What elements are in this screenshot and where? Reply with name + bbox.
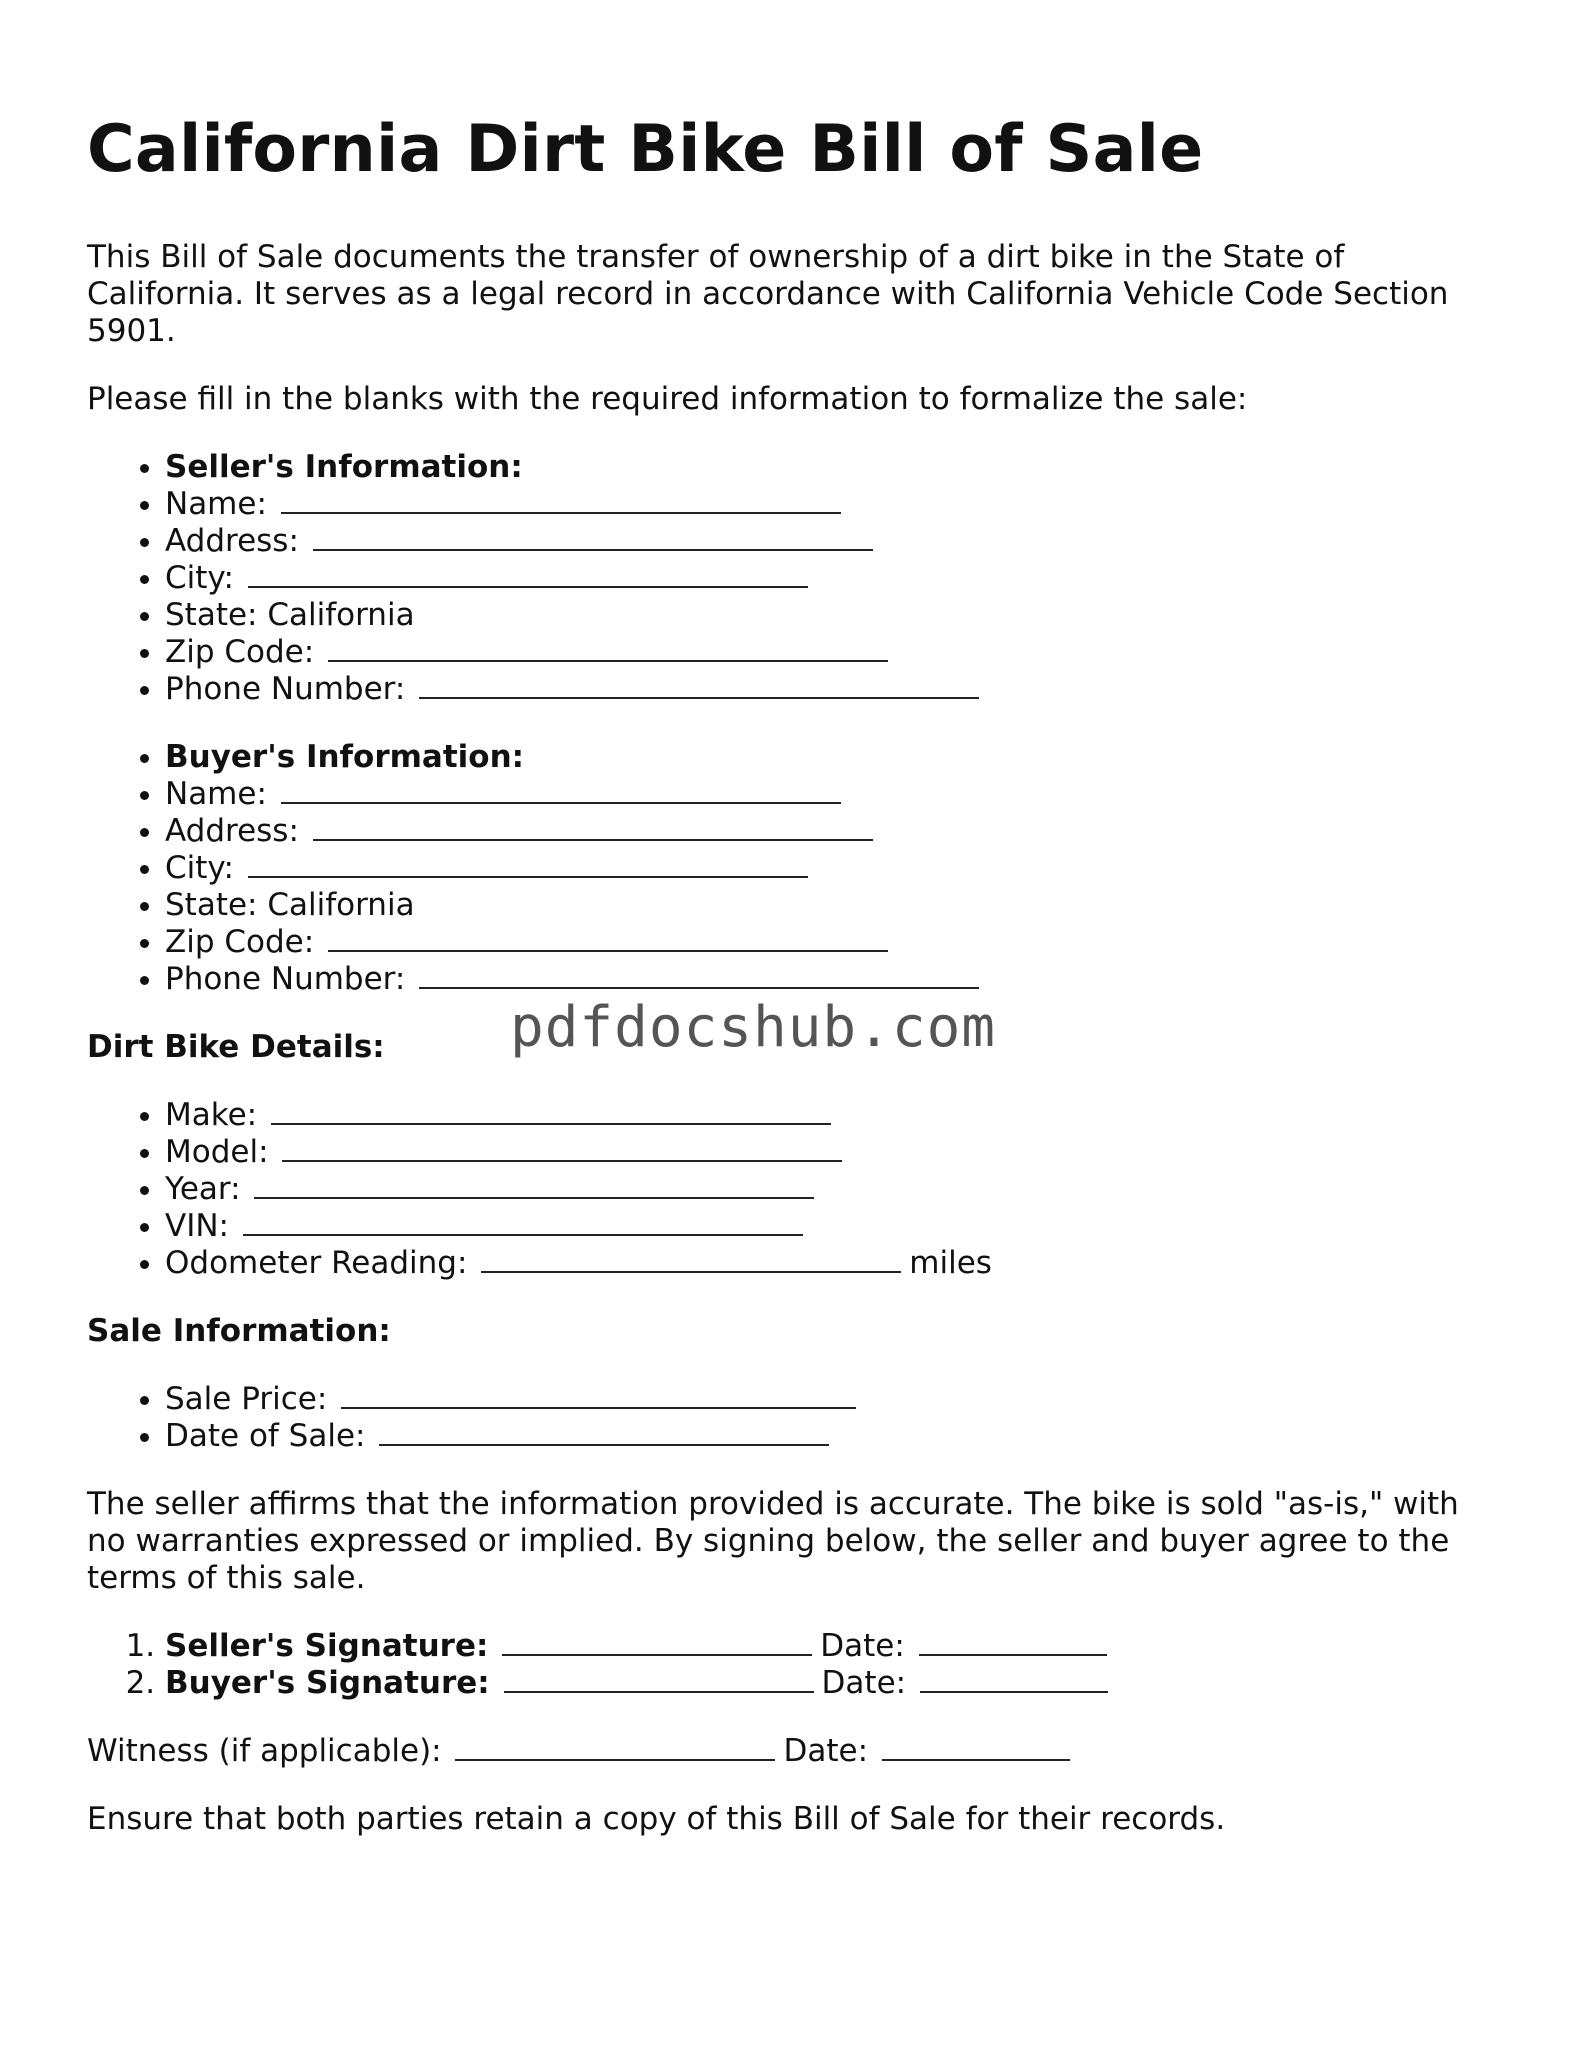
buyer-zip-field[interactable]: • Zip Code: xyxy=(165,924,1507,961)
buyer-signature-field[interactable]: 2. Buyer's Signature: Date: xyxy=(165,1665,1507,1702)
buyer-name-field[interactable]: • Name: xyxy=(165,776,1507,813)
bike-odometer-blank[interactable] xyxy=(481,1270,901,1273)
bike-vin-blank[interactable] xyxy=(243,1233,803,1236)
seller-city-blank[interactable] xyxy=(248,585,808,588)
instructions-paragraph: Please fill in the blanks with the required information to formalize the sale: xyxy=(87,381,1248,417)
seller-heading: • Seller's Information: xyxy=(165,449,1507,486)
buyer-date-blank[interactable] xyxy=(920,1690,1108,1693)
buyer-state: • State: California xyxy=(165,887,1507,924)
sale-price-field[interactable]: • Sale Price: xyxy=(165,1381,1507,1418)
affirmation-paragraph: The seller affirms that the information provided is accurate. The bike is sold "as-is," with no warranties expressed or implied. By signing below, the seller and buyer agree to the terms of this sale. xyxy=(87,1486,1459,1596)
bike-year-field[interactable]: • Year: xyxy=(165,1171,1507,1208)
buyer-heading: • Buyer's Information: xyxy=(165,739,1507,776)
bike-details-list xyxy=(87,1097,1507,1282)
sale-price-blank[interactable] xyxy=(341,1406,856,1409)
seller-signature-blank[interactable] xyxy=(502,1653,812,1656)
witness-line: Witness (if applicable): Date: xyxy=(87,1733,1507,1770)
buyer-city-blank[interactable] xyxy=(248,875,808,878)
buyer-address-field[interactable]: • Address: xyxy=(165,813,1507,850)
sale-date-field[interactable]: • Date of Sale: xyxy=(165,1418,1507,1455)
sale-info-heading: Sale Information: xyxy=(87,1313,391,1349)
intro-paragraph: This Bill of Sale documents the transfer of ownership of a dirt bike in the State of California. It serves as a legal record in accordance with California Vehicle Code Section 5901. xyxy=(87,239,1449,349)
watermark-text: pdfdocshub.com xyxy=(510,995,997,1060)
seller-name-blank[interactable] xyxy=(281,511,841,514)
witness-date-blank[interactable] xyxy=(882,1758,1070,1761)
seller-city-field[interactable]: • City: xyxy=(165,560,1507,597)
bike-odometer-field[interactable]: • Odometer Reading: miles xyxy=(165,1245,1507,1282)
buyer-signature-blank[interactable] xyxy=(504,1690,814,1693)
seller-phone-field[interactable]: • Phone Number: xyxy=(165,671,1507,708)
seller-date-blank[interactable] xyxy=(919,1653,1107,1656)
seller-signature-field[interactable]: 1. Seller's Signature: Date: xyxy=(165,1628,1507,1665)
document-title: California Dirt Bike Bill of Sale xyxy=(87,112,1204,187)
seller-state: • State: California xyxy=(165,597,1507,634)
buyer-name-blank[interactable] xyxy=(281,801,841,804)
sale-date-blank[interactable] xyxy=(379,1443,829,1446)
buyer-zip-blank[interactable] xyxy=(328,949,888,952)
bike-model-blank[interactable] xyxy=(282,1159,842,1162)
bike-details-heading: Dirt Bike Details: xyxy=(87,1029,385,1065)
buyer-phone-field[interactable]: • Phone Number: xyxy=(165,961,1507,998)
buyer-city-field[interactable]: • City: xyxy=(165,850,1507,887)
signature-list xyxy=(87,1628,1507,1702)
seller-zip-blank[interactable] xyxy=(328,659,888,662)
seller-address-blank[interactable] xyxy=(313,548,873,551)
buyer-address-blank[interactable] xyxy=(313,838,873,841)
bike-vin-field[interactable]: • VIN: xyxy=(165,1208,1507,1245)
seller-address-field[interactable]: • Address: xyxy=(165,523,1507,560)
bike-year-blank[interactable] xyxy=(254,1196,814,1199)
seller-phone-blank[interactable] xyxy=(419,696,979,699)
document-page xyxy=(87,112,1507,1869)
buyer-info-list xyxy=(87,739,1507,998)
seller-zip-field[interactable]: • Zip Code: xyxy=(165,634,1507,671)
seller-name-field[interactable]: • Name: xyxy=(165,486,1507,523)
seller-info-list xyxy=(87,449,1507,708)
bike-make-field[interactable]: • Make: xyxy=(165,1097,1507,1134)
sale-info-list xyxy=(87,1381,1507,1455)
bike-make-blank[interactable] xyxy=(271,1122,831,1125)
closing-paragraph: Ensure that both parties retain a copy of this Bill of Sale for their records. xyxy=(87,1801,1226,1837)
bike-model-field[interactable]: • Model: xyxy=(165,1134,1507,1171)
buyer-phone-blank[interactable] xyxy=(419,986,979,989)
witness-signature-blank[interactable] xyxy=(455,1758,775,1761)
